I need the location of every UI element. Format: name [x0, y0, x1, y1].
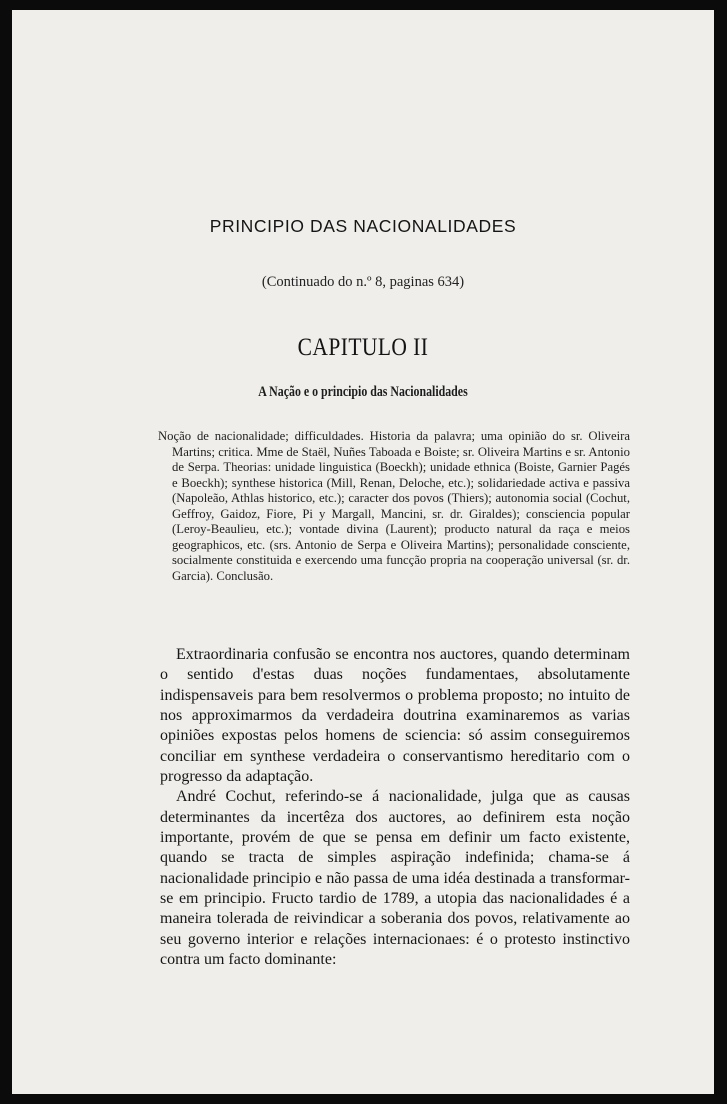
- section-title: PRINCIPIO DAS NACIONALIDADES: [209, 216, 517, 236]
- chapter-heading: CAPITULO II: [297, 334, 429, 361]
- chapter-summary: [158, 429, 630, 584]
- summary-text: Noção de nacionalidade; difficuldades. Historia da palavra; uma opinião do sr. Oliveira Martins; critica. Mme de Staël, Nuñes Taboada e Boiste; sr. Oliveira Martins e sr. Antonio de Serpa. Theorias: unidade linguistica (Boeckh); unidade ethnica (Boiste, Garnier Pagés e Boeckh); synthese historica (Mill, Renan, Deloche, etc.); solidariedade activa e passiva (Napoleão, Athlas historico, etc.); caracter dos povos (Thiers); autonomia social (Cochut, Geffroy, Gaidoz, Fiore, Pi y Margall, Mancini, sr. dr. Giraldes); consciencia popular (Leroy-Beaulieu, etc.); vontade divina (Laurent); producto natural da raça e meios geographicos, etc. (srs. Antonio de Serpa e Oliveira Martins); personalidade consciente, socialmente constituida e exercendo uma funcção propria na cooperação universal (sr. dr. Garcia). Conclusão.: [158, 429, 630, 583]
- body-text: [160, 645, 630, 971]
- body-paragraph-1: Extraordinaria confusão se encontra nos auctores, quando determinam o sentido d'estas duas noções fundamentaes, absolutamente indispensaveis para bem resolvermos o problema proposto; no intuito de nos approximarmos da verdadeira doutrina examinaremos as varias opiniões expostas pelos homens de sciencia: só assim conseguiremos conciliar em synthese verdadeira o conservantismo hereditario com o progresso da adaptação.: [160, 646, 630, 786]
- continuation-note: (Continuado do n.º 8, paginas 634): [261, 274, 465, 290]
- chapter-subtitle: A Nação e o principio das Nacionalidades: [258, 384, 468, 400]
- body-paragraph-2: André Cochut, referindo-se á nacionalidade, julga que as causas determinantes da incertêza dos auctores, ao definirem esta noção importante, provém de que se pensa em definir um facto existente, quando se tracta de simples aspiração indefinida; chama-se á nacionalidade principio e não passa de uma idéa destinada a transformar-se em principio. Fructo tardio de 1789, a utopia das nacionalidades é a maneira tolerada de reivindicar a soberania dos povos, relativamente ao seu governo interior e relações internacionaes: é o protesto instinctivo contra um facto dominante:: [160, 788, 630, 969]
- book-page: [12, 10, 714, 1094]
